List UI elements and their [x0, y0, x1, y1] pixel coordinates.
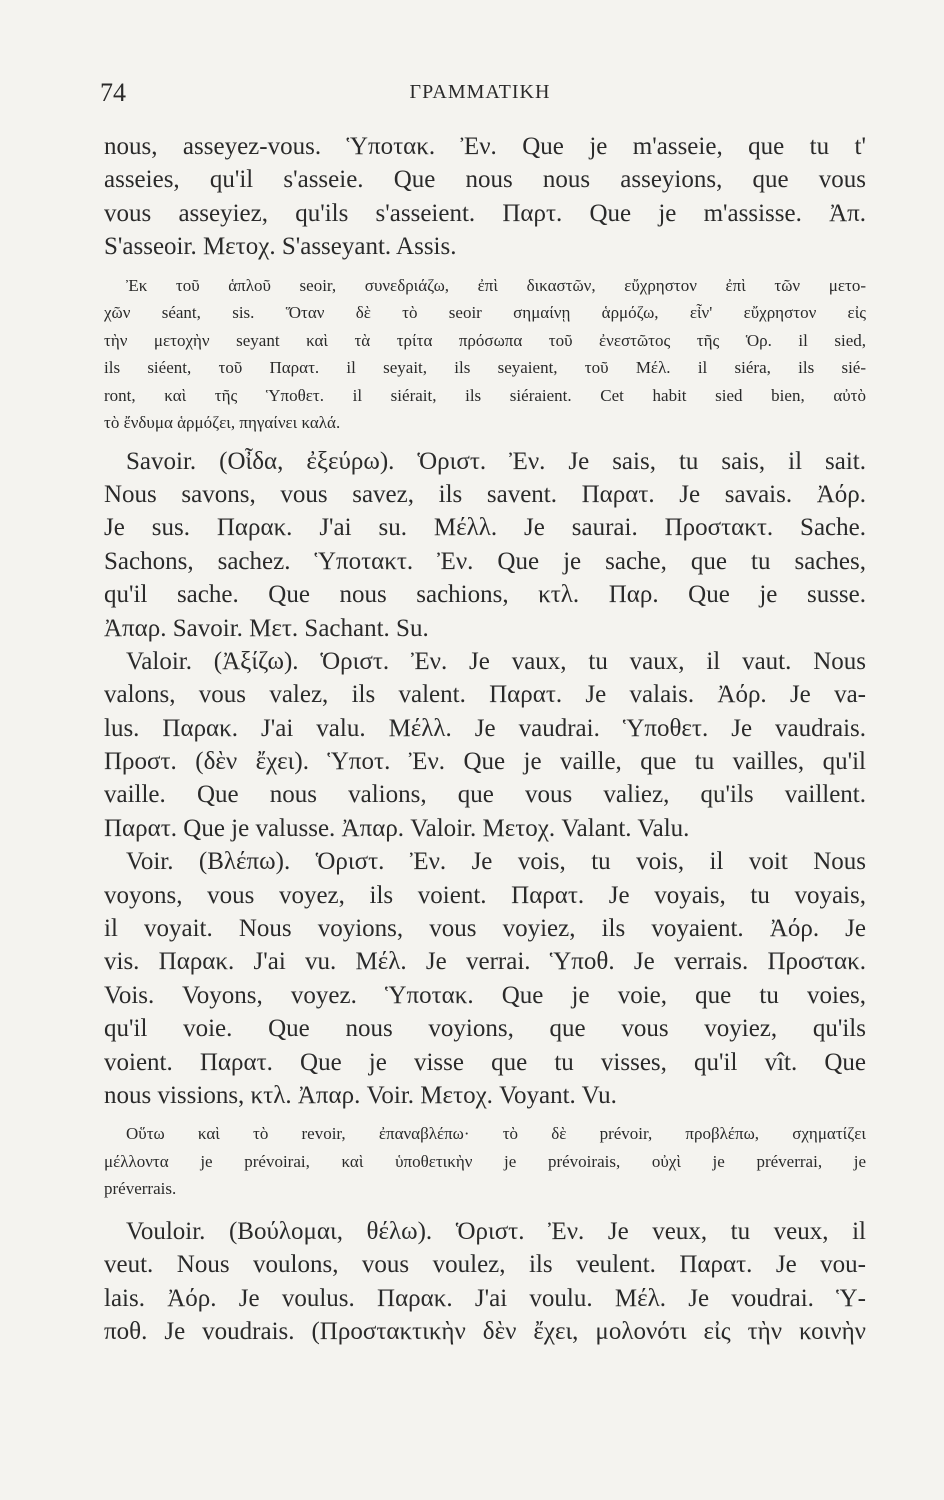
text-line: il voyait. Nous voyions, vous voyiez, ils voyaient. Ἀόρ. Je — [104, 915, 866, 943]
text-line: voyons, vous voyez, ils voient. Παρατ. Je voyais, tu voyais, — [104, 881, 866, 909]
text-line: Ἀπαρ. Savoir. Μετ. Sachant. Su. — [104, 614, 429, 642]
text-line: qu'il voie. Que nous voyions, que vous voyiez, qu'ils — [104, 1015, 866, 1043]
running-title: ΓΡΑΜΜΑΤΙΚΗ — [409, 81, 551, 103]
text-line: lus. Παρακ. J'ai valu. Μέλλ. Je vaudrai. Ὑποθετ. Je vaudrais. — [104, 714, 866, 742]
text-line: voient. Παρατ. Que je visse que tu visses, qu'il vît. Que — [104, 1048, 866, 1076]
text-line: Vouloir. (Βούλομαι, θέλω). Ὁριστ. Ἐν. Je veux, tu veux, il — [126, 1217, 866, 1245]
text-line: S'asseoir. Μετοχ. S'asseyant. Assis. — [104, 233, 457, 261]
note-line: μέλλοντα je prévoirai, καὶ ὑποθετικὴν je prévoirais, οὐχὶ je préverrai, je — [104, 1151, 866, 1171]
text-line: Je sus. Παρακ. J'ai su. Μέλλ. Je saurai. Προστακτ. Sache. — [104, 514, 866, 542]
note-line: τὴν μετοχὴν seyant καὶ τὰ τρίτα πρόσωπα τοῦ ἐνεστῶτος τῆς Ὁρ. il sied, — [104, 330, 866, 350]
page-header — [100, 78, 860, 112]
text-line: Sachons, sachez. Ὑποτακτ. Ἐν. Que je sache, que tu saches, — [104, 547, 866, 575]
text-line: Voir. (Βλέπω). Ὁριστ. Ἐν. Je vois, tu vois, il voit Nous — [126, 848, 866, 876]
text-line: Nous savons, vous savez, ils savent. Παρατ. Je savais. Ἀόρ. — [104, 480, 866, 508]
note-line: τὸ ἔνδυμα ἁρμόζει, πηγαίνει καλά. — [104, 413, 341, 433]
note-line: χῶν séant, sis. Ὅταν δὲ τὸ seoir σημαίνῃ ἁρμόζω, εἶν' εὔχρηστον εἰς — [104, 303, 866, 323]
text-line: nous, asseyez-vous. Ὑποτακ. Ἐν. Que je m'asseie, que tu t' — [104, 133, 866, 160]
note-line: préverrais. — [104, 1179, 177, 1199]
text-line: Vois. Voyons, voyez. Ὑποτακ. Que je voie, que tu voies, — [104, 981, 866, 1009]
note-line: Ἐκ τοῦ ἁπλοῦ seoir, συνεδριάζω, ἐπὶ δικαστῶν, εὔχρηστον ἐπὶ τῶν μετο- — [126, 275, 866, 295]
text-line: veut. Nous voulons, vous voulez, ils veulent. Παρατ. Je vou- — [104, 1251, 866, 1279]
note-line: ils siéent, τοῦ Παρατ. il seyait, ils seyaient, τοῦ Μέλ. il siéra, ils sié- — [104, 358, 866, 378]
text-line: nous vissions, κτλ. Ἀπαρ. Voir. Μετοχ. Voyant. Vu. — [104, 1081, 617, 1109]
text-line: valons, vous valez, ils valent. Παρατ. Je valais. Ἀόρ. Je va- — [104, 681, 866, 709]
text-line: Παρατ. Que je valusse. Ἀπαρ. Valoir. Μετοχ. Valant. Valu. — [104, 814, 690, 842]
text-line: Valoir. (Ἀξίζω). Ὁριστ. Ἐν. Je vaux, tu vaux, il vaut. Nous — [126, 647, 866, 675]
text-line: vis. Παρακ. J'ai vu. Μέλ. Je verrai. Ὑποθ. Je verrais. Προστακ. — [104, 948, 866, 976]
page-number: 74 — [100, 78, 126, 107]
text-line: qu'il sache. Que nous sachions, κτλ. Παρ. Que je susse. — [104, 581, 866, 609]
text-line: Προστ. (δὲν ἔχει). Ὑποτ. Ἐν. Que je vaille, que tu vailles, qu'il — [104, 748, 866, 776]
text-line: vous asseyiez, qu'ils s'asseient. Παρτ. Que je m'assisse. Ἀπ. — [104, 199, 866, 227]
text-line: vaille. Que nous valions, que vous valiez, qu'ils vaillent. — [104, 781, 866, 809]
text-line: lais. Ἀόρ. Je voulus. Παρακ. J'ai voulu. Μέλ. Je voudrai. Ὑ- — [104, 1284, 866, 1312]
note-line: ront, καὶ τῆς Ὑποθετ. il siérait, ils siéraient. Cet habit sied bien, αὐτὸ — [104, 385, 866, 405]
text-line: Savoir. (Οἶδα, ἐξεύρω). Ὁριστ. Ἐν. Je sais, tu sais, il sait. — [126, 447, 866, 475]
page-body — [104, 130, 866, 1348]
note-line: Οὕτω καὶ τὸ revoir, ἐπαναβλέπω· τὸ δὲ prévoir, προβλέπω, σχηματίζει — [126, 1124, 866, 1144]
text-line: asseies, qu'il s'asseie. Que nous nous asseyions, que vous — [104, 166, 866, 194]
text-line: ποθ. Je voudrais. (Προστακτικὴν δὲν ἔχει, μολονότι εἰς τὴν κοινὴν — [104, 1318, 866, 1346]
